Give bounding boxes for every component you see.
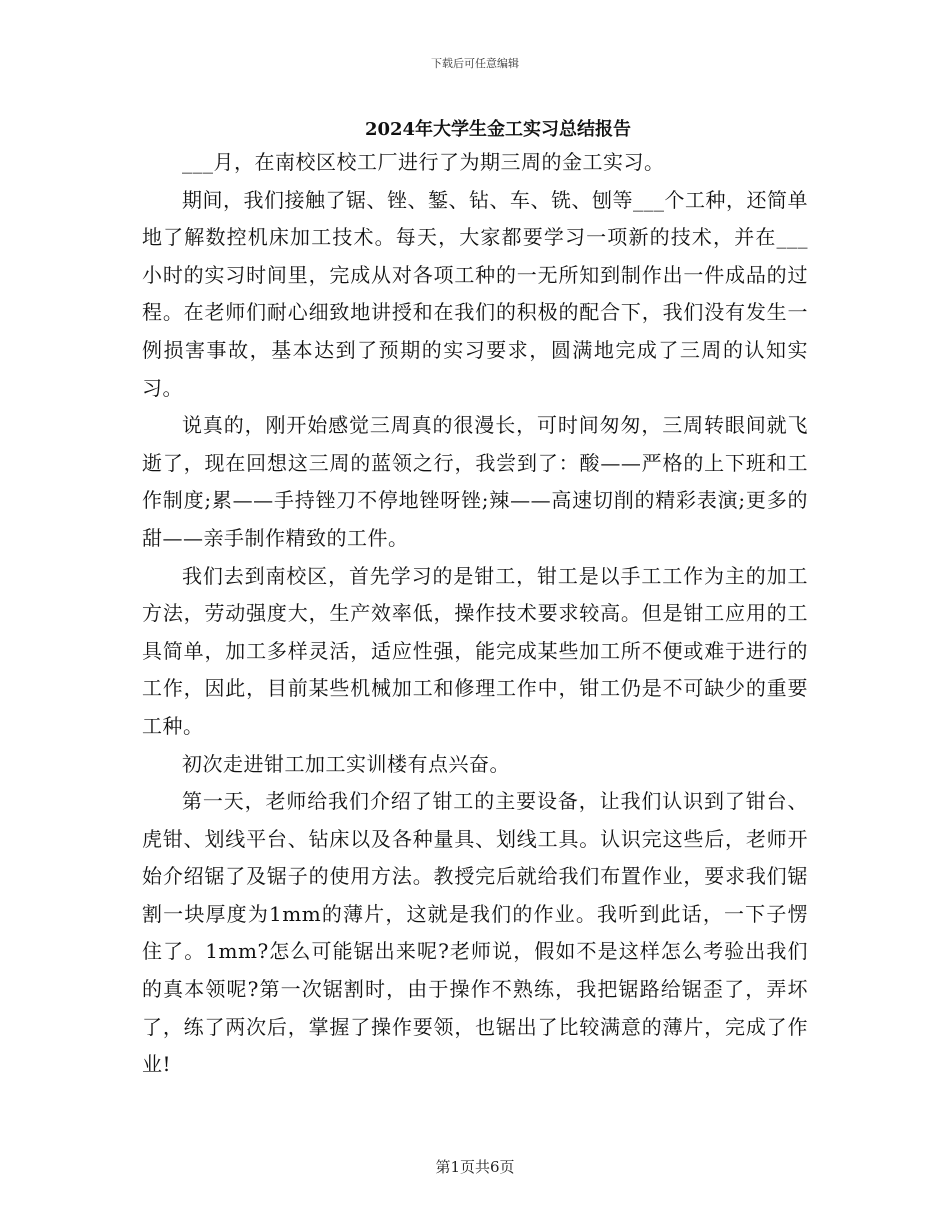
paragraph: 初次走进钳工加工实训楼有点兴奋。 xyxy=(182,751,510,776)
paragraph: ___月，在南校区校工厂进行了为期三周的金工实习。 xyxy=(182,150,665,174)
paragraph: 说真的，刚开始感觉三周真的很漫长，可时间匆匆，三周转眼间就飞逝了，现在回想这三周的蓝领之行，我尝到了：酸——严格的上下班和工作制度;累——手持锉刀不停地锉呀锉;辣——高速切削的精彩表演;更多的甜——亲手制作精致的工件。 xyxy=(142,413,808,550)
paragraph: 我们去到南校区，首先学习的是钳工，钳工是以手工工作为主的加工方法，劳动强度大，生产效率低，操作技术要求较高。但是钳工应用的工具简单，加工多样灵活，适应性强，能完成某些加工所不便或难于进行的工作，因此，目前某些机械加工和修理工作中，钳工仍是不可缺少的重要工种。 xyxy=(142,563,808,738)
paragraph: 第一天，老师给我们介绍了钳工的主要设备，让我们认识到了钳台、虎钳、划线平台、钻床以及各种量具、划线工具。认识完这些后，老师开始介绍锯了及锯子的使用方法。教授完后就给我们布置作业，要求我们锯割一块厚度为1mm的薄片，这就是我们的作业。我听到此话，一下子愣住了。1mm?怎么可能锯出来呢?老师说，假如不是这样怎么考验出我们的真本领呢?第一次锯割时，由于操作不熟练，我把锯路给锯歪了，弄坏了，练了两次后，掌握了操作要领，也锯出了比较满意的薄片，完成了作业! xyxy=(142,789,808,1077)
header-note: 下载后可任意编辑 xyxy=(431,57,519,70)
page-number-footer: 第1页共6页 xyxy=(435,1158,515,1176)
document-title: 2024年大学生金工实习总结报告 xyxy=(364,119,632,140)
paragraph: 期间，我们接触了锯、锉、錾、钻、车、铣、刨等___个工种，还简单地了解数控机床加工技术。每天，大家都要学习一项新的技术，并在___小时的实习时间里，完成从对各项工种的一无所知到制作出一件成品的过程。在老师们耐心细致地讲授和在我们的积极的配合下，我们没有发生一例损害事故，基本达到了预期的实习要求，圆满地完成了三周的认知实习。 xyxy=(142,187,808,400)
document-body xyxy=(142,144,808,1084)
